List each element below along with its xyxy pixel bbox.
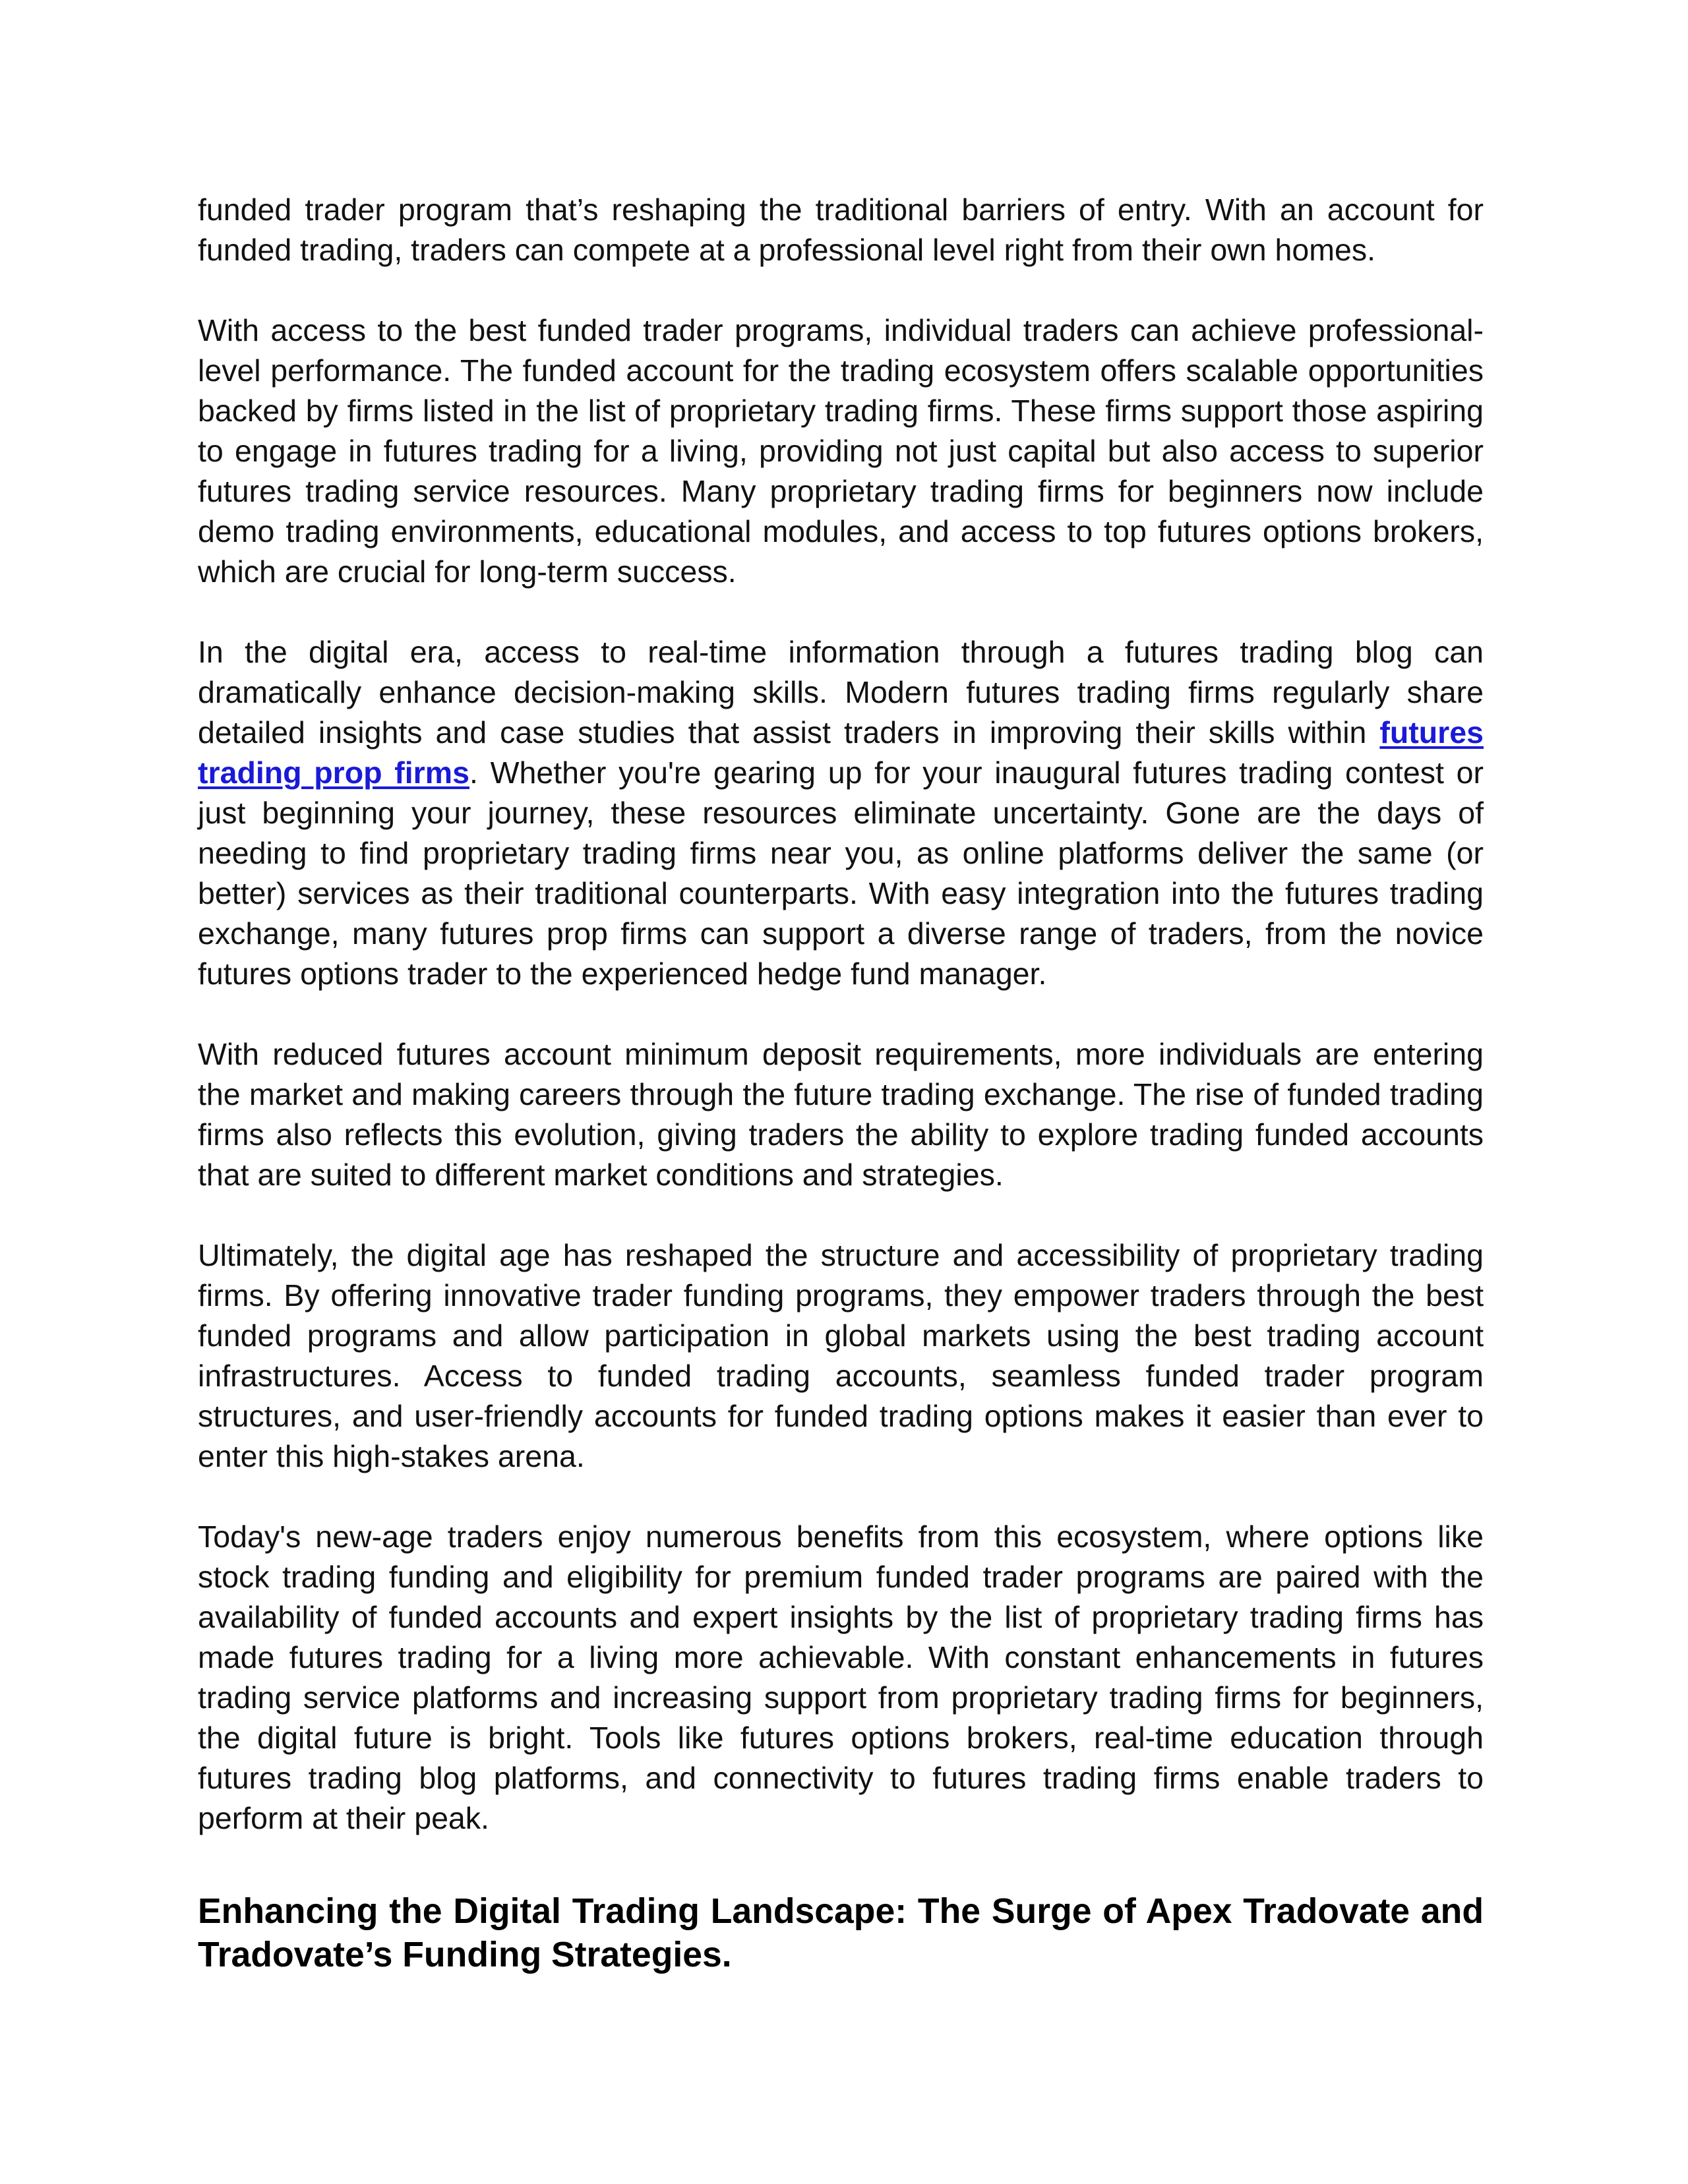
paragraph-2: With access to the best funded trader programs, individual traders can achieve professional-level performance. The funded account for the trading ecosystem offers scalable opportunities backed by firms listed in the list of proprietary trading firms. These firms support those aspiring to engage in futures trading for a living, providing not just capital but also access to superior futures trading service resources. Many proprietary trading firms for beginners now include demo trading environments, educational modules, and access to top futures options brokers, which are crucial for long-term success. <box>198 313 1484 589</box>
paragraph-3-text-after-link: . Whether you're gearing up for your inaugural futures trading contest or just beginning your journey, these resources eliminate uncertainty. Gone are the days of needing to find proprietary trading firms near you, as online platforms deliver the same (or better) services as their traditional counterparts. With easy integration into the futures trading exchange, many futures prop firms can support a diverse range of traders, from the novice futures options trader to the experienced hedge fund manager. <box>198 755 1484 991</box>
paragraph-1: funded trader program that’s reshaping the traditional barriers of entry. With an account for funded trading, traders can compete at a professional level right from their own homes. <box>198 192 1484 267</box>
paragraph-4: With reduced futures account minimum deposit requirements, more individuals are entering the market and making careers through the future trading exchange. The rise of funded trading firms also reflects this evolution, giving traders the ability to explore trading funded accounts that are suited to different market conditions and strategies. <box>198 1037 1484 1192</box>
section-heading: Enhancing the Digital Trading Landscape: The Surge of Apex Tradovate and Tradovate’s Funding Strategies. <box>198 1892 1484 1974</box>
paragraph-3-text-before-link: In the digital era, access to real-time information through a futures trading blog can dramatically enhance decision-making skills. Modern futures trading firms regularly share detailed insights and case studies that assist traders in improving their skills within <box>198 635 1484 750</box>
paragraph-3 <box>198 632 1484 994</box>
paragraph-6: Today's new-age traders enjoy numerous benefits from this ecosystem, where options like stock trading funding and eligibility for premium funded trader programs are paired with the availability of funded accounts and expert insights by the list of proprietary trading firms has made futures trading for a living more achievable. With constant enhancements in futures trading service platforms and increasing support from proprietary trading firms for beginners, the digital future is bright. Tools like futures options brokers, real-time education through futures trading blog platforms, and connectivity to futures trading firms enable traders to perform at their peak. <box>198 1520 1484 1835</box>
document-page <box>198 190 1484 1977</box>
paragraph-5: Ultimately, the digital age has reshaped the structure and accessibility of proprietary trading firms. By offering innovative trader funding programs, they empower traders through the best funded programs and allow participation in global markets using the best trading account infrastructures. Access to funded trading accounts, seamless funded trader program structures, and user-friendly accounts for funded trading options makes it easier than ever to enter this high-stakes arena. <box>198 1238 1484 1473</box>
futures-trading-prop-firms-link[interactable]: futures trading prop firms <box>198 715 1484 790</box>
